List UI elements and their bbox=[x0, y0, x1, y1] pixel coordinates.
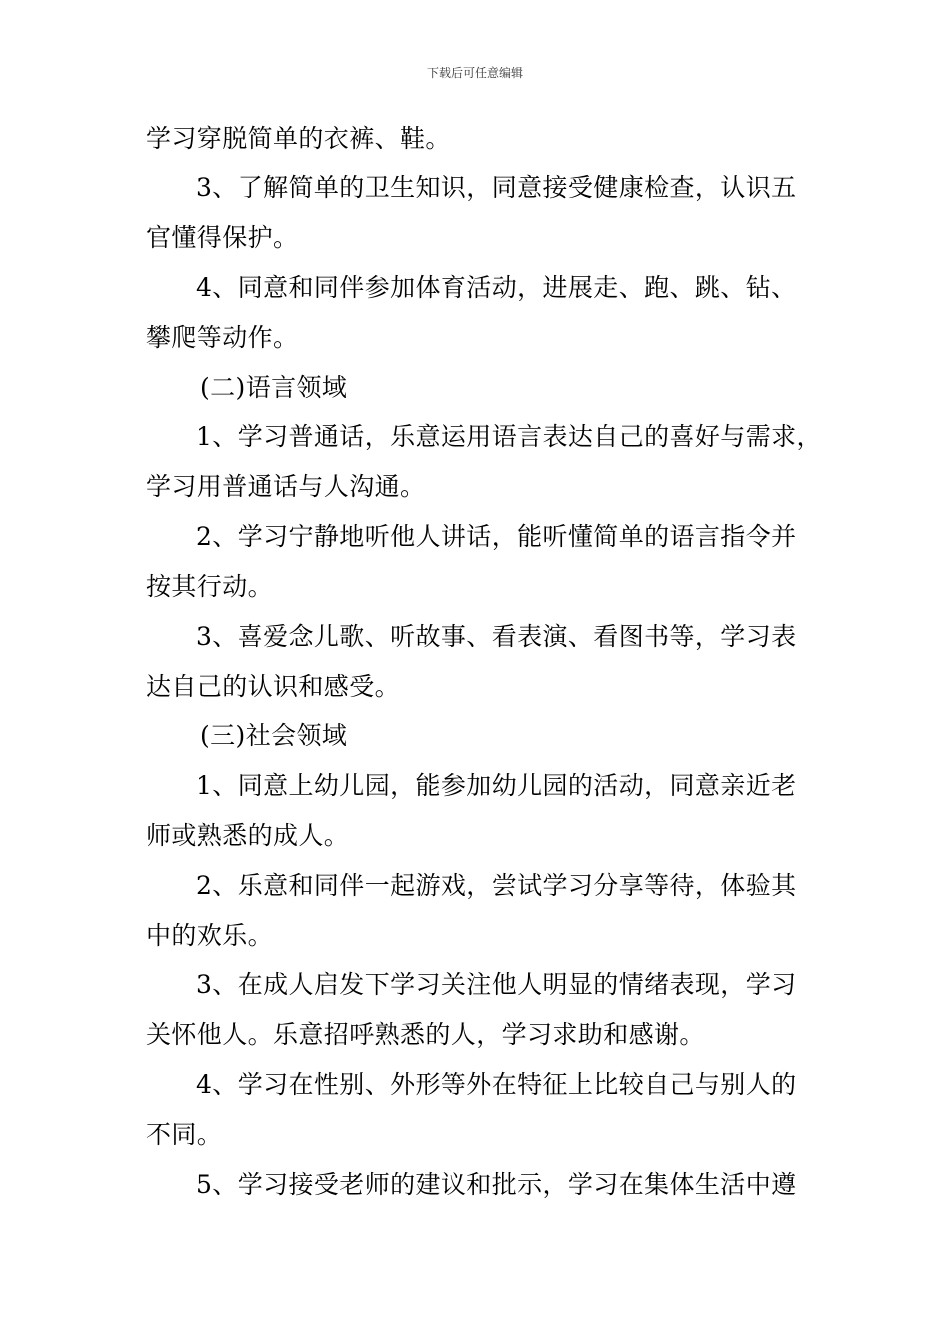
text-line: 关怀他人。乐意招呼熟悉的人，学习求助和感谢。 bbox=[146, 1020, 705, 1049]
text-line: 3、在成人启发下学习关注他人明显的情绪表现，学习 bbox=[196, 970, 797, 999]
text-line: 中的欢乐。 bbox=[146, 921, 274, 950]
text-line: 师或熟悉的成人。 bbox=[146, 821, 350, 850]
text-line: 官懂得保护。 bbox=[146, 223, 299, 252]
section-heading: (二)语言领域 bbox=[200, 373, 348, 402]
text-line: 3、喜爱念儿歌、听故事、看表演、看图书等，学习表 bbox=[196, 622, 797, 651]
page-header: 下载后可任意编辑 bbox=[426, 66, 523, 80]
text-line: 4、同意和同伴参加体育活动，进展走、跑、跳、钻、 bbox=[196, 273, 797, 302]
text-line: 1、同意上幼儿园，能参加幼儿园的活动，同意亲近老 bbox=[196, 771, 797, 800]
text-line: 攀爬等动作。 bbox=[146, 323, 299, 352]
text-line: 按其行动。 bbox=[146, 572, 274, 601]
text-line: 4、学习在性别、外形等外在特征上比较自己与别人的 bbox=[196, 1070, 797, 1099]
text-line: 1、学习普通话，乐意运用语言表达自己的喜好与需求， bbox=[196, 422, 822, 451]
section-heading: (三)社会领域 bbox=[200, 721, 348, 750]
text-line: 2、乐意和同伴一起游戏，尝试学习分享等待，体验其 bbox=[196, 871, 797, 900]
text-line: 2、学习宁静地听他人讲话，能听懂简单的语言指令并 bbox=[196, 522, 797, 551]
text-line: 学习穿脱简单的衣裤、鞋。 bbox=[146, 124, 451, 153]
text-line: 达自己的认识和感受。 bbox=[146, 672, 401, 701]
text-line: 5、学习接受老师的建议和批示，学习在集体生活中遵 bbox=[196, 1170, 797, 1199]
text-line: 不同。 bbox=[146, 1120, 223, 1149]
text-line: 3、了解简单的卫生知识，同意接受健康检查，认识五 bbox=[196, 173, 797, 202]
text-line: 学习用普通话与人沟通。 bbox=[146, 472, 426, 501]
